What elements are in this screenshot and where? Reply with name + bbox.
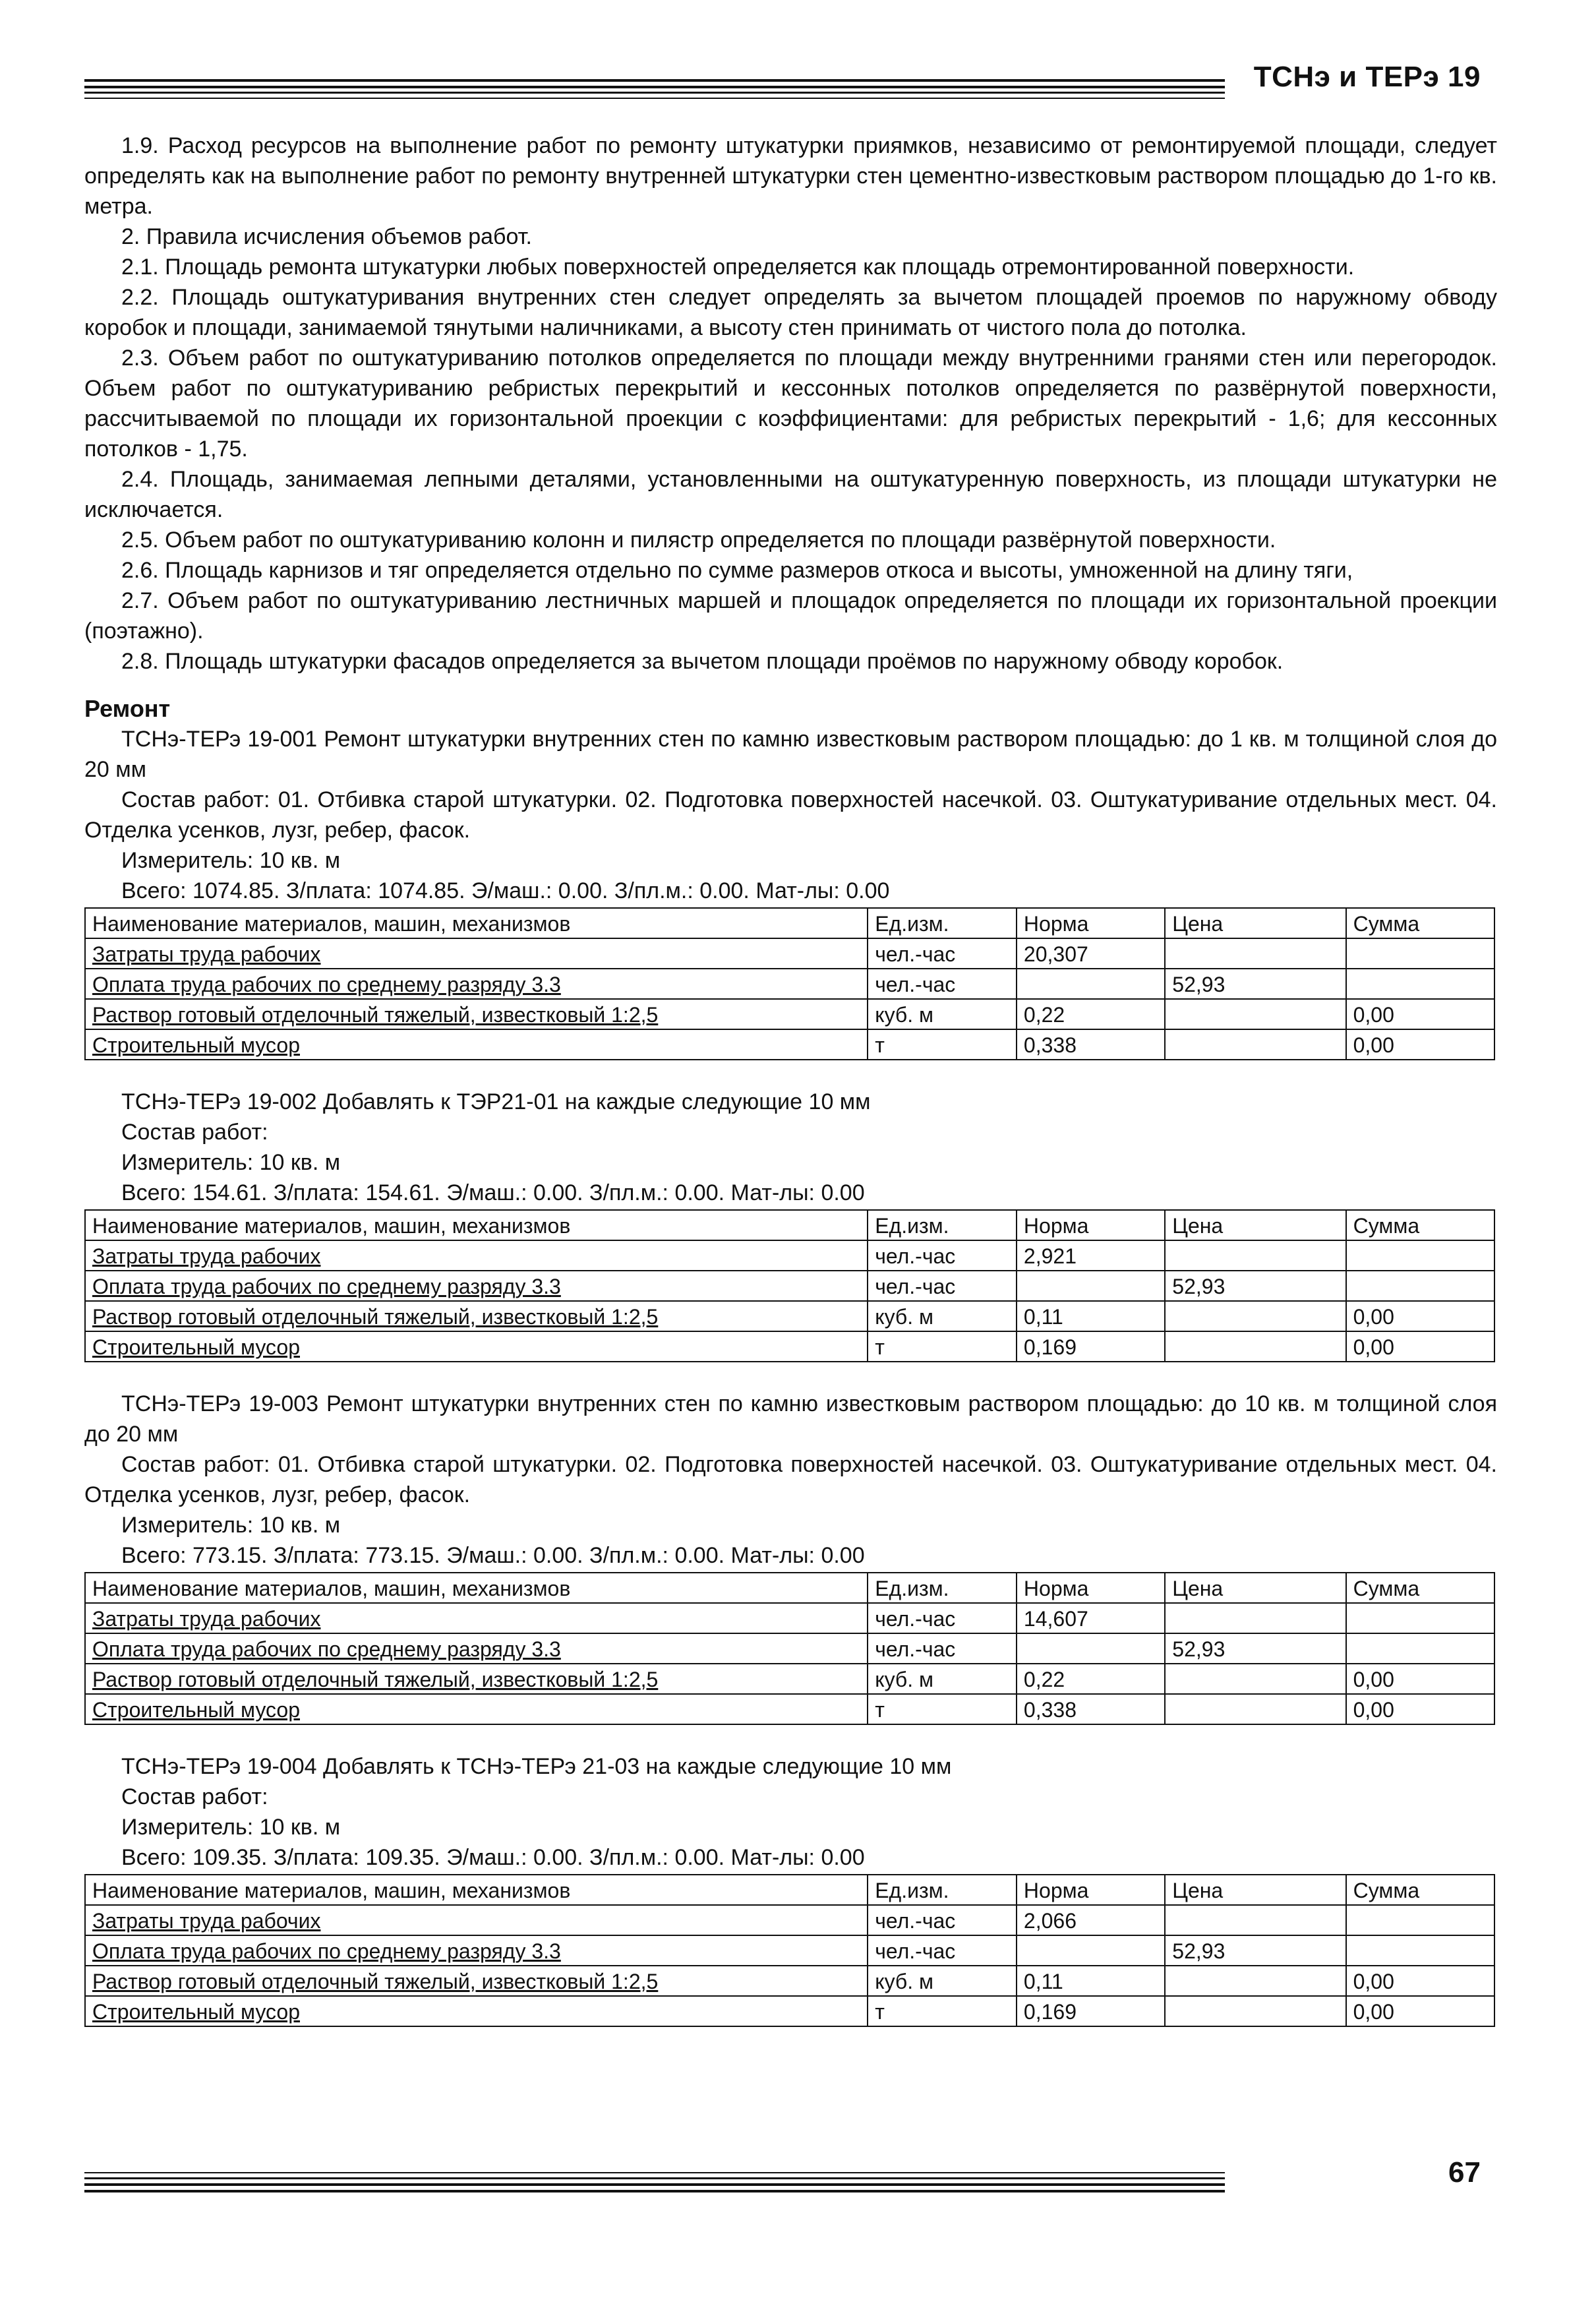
column-header: Норма bbox=[1017, 1875, 1165, 1905]
page-number: 67 bbox=[1448, 2156, 1481, 2189]
table-cell: 0,00 bbox=[1346, 1301, 1494, 1331]
column-header: Норма bbox=[1017, 1210, 1165, 1240]
table-row bbox=[85, 1331, 1494, 1362]
column-header: Цена bbox=[1165, 908, 1345, 938]
rate-composition: Состав работ: 01. Отбивка старой штукатурки. 02. Подготовка поверхностей насечкой. 03. Оштукатуривание отдельных мест. 04. Отделка усенков, лузг, ребер, фасок. bbox=[84, 787, 1497, 843]
column-header: Норма bbox=[1017, 908, 1165, 938]
table-cell: т bbox=[868, 1996, 1017, 2026]
table-cell: 0,00 bbox=[1346, 1996, 1494, 2026]
column-header: Сумма bbox=[1346, 908, 1494, 938]
column-header: Ед.изм. bbox=[868, 1875, 1017, 1905]
page-body bbox=[84, 131, 1497, 2027]
rate-title: ТСНэ-ТЕРэ 19-002 Добавлять к ТЭР21-01 на каждые следующие 10 мм bbox=[121, 1089, 871, 1114]
paragraph: 2.1. Площадь ремонта штукатурки любых поверхностей определяется как площадь отремонтированной поверхности. bbox=[121, 255, 1355, 280]
table-cell bbox=[1165, 999, 1345, 1029]
column-header: Ед.изм. bbox=[868, 1210, 1017, 1240]
table-cell bbox=[1165, 1301, 1345, 1331]
table-cell: Затраты труда рабочих bbox=[85, 938, 868, 969]
rate-meter: Измеритель: 10 кв. м bbox=[121, 848, 341, 873]
table-cell: 0,169 bbox=[1017, 1996, 1165, 2026]
table-cell bbox=[1017, 1271, 1165, 1301]
paragraph: 2.7. Объем работ по оштукатуриванию лестничных маршей и площадок определяется по площади их горизонтальной проекции (поэтажно). bbox=[84, 588, 1497, 644]
table-cell: Строительный мусор bbox=[85, 1029, 868, 1060]
table-cell: 0,11 bbox=[1017, 1301, 1165, 1331]
table-cell: Раствор готовый отделочный тяжелый, известковый 1:2,5 bbox=[85, 1664, 868, 1694]
table-cell bbox=[1017, 1633, 1165, 1664]
resource-table bbox=[84, 1874, 1495, 2027]
table-cell: 52,93 bbox=[1165, 1271, 1345, 1301]
table-row bbox=[85, 999, 1494, 1029]
rate-totals: Всего: 773.15. З/плата: 773.15. Э/маш.: 0.00. З/пл.м.: 0.00. Мат-лы: 0.00 bbox=[121, 1543, 865, 1568]
table-cell: куб. м bbox=[868, 1966, 1017, 1996]
paragraph: 2. Правила исчисления объемов работ. bbox=[121, 224, 532, 249]
rate-composition: Состав работ: 01. Отбивка старой штукатурки. 02. Подготовка поверхностей насечкой. 03. Оштукатуривание отдельных мест. 04. Отделка усенков, лузг, ребер, фасок. bbox=[84, 1452, 1497, 1507]
table-row bbox=[85, 1966, 1494, 1996]
table-row bbox=[85, 938, 1494, 969]
table-cell bbox=[1346, 969, 1494, 999]
table-row bbox=[85, 969, 1494, 999]
rate-totals: Всего: 109.35. З/плата: 109.35. Э/маш.: 0.00. З/пл.м.: 0.00. Мат-лы: 0.00 bbox=[121, 1845, 865, 1870]
rate-item bbox=[84, 1389, 1497, 1725]
table-cell: 0,00 bbox=[1346, 1664, 1494, 1694]
table-header-row bbox=[85, 1573, 1494, 1603]
table-cell: чел.-час bbox=[868, 1240, 1017, 1271]
table-cell: куб. м bbox=[868, 999, 1017, 1029]
column-header: Наименование материалов, машин, механизмов bbox=[85, 1573, 868, 1603]
table-cell bbox=[1165, 1694, 1345, 1724]
table-row bbox=[85, 1271, 1494, 1301]
column-header: Наименование материалов, машин, механизмов bbox=[85, 908, 868, 938]
table-row bbox=[85, 1935, 1494, 1966]
table-cell: Затраты труда рабочих bbox=[85, 1240, 868, 1271]
table-cell: Оплата труда рабочих по среднему разряду 3.3 bbox=[85, 1935, 868, 1966]
table-row bbox=[85, 1240, 1494, 1271]
table-cell bbox=[1165, 1966, 1345, 1996]
rate-item bbox=[84, 1087, 1497, 1362]
table-cell: 0,338 bbox=[1017, 1694, 1165, 1724]
rate-meter: Измеритель: 10 кв. м bbox=[121, 1150, 341, 1175]
table-cell bbox=[1346, 1271, 1494, 1301]
table-cell: Оплата труда рабочих по среднему разряду 3.3 bbox=[85, 1633, 868, 1664]
table-cell bbox=[1346, 1603, 1494, 1633]
header-rule bbox=[84, 74, 1225, 100]
table-row bbox=[85, 1664, 1494, 1694]
table-cell bbox=[1165, 1664, 1345, 1694]
table-cell: 0,00 bbox=[1346, 1331, 1494, 1362]
table-cell: чел.-час bbox=[868, 1603, 1017, 1633]
rate-totals: Всего: 1074.85. З/плата: 1074.85. Э/маш.: 0.00. З/пл.м.: 0.00. Мат-лы: 0.00 bbox=[121, 878, 890, 903]
table-cell: 2,921 bbox=[1017, 1240, 1165, 1271]
rate-meter: Измеритель: 10 кв. м bbox=[121, 1513, 341, 1538]
table-cell bbox=[1165, 1996, 1345, 2026]
table-cell: Строительный мусор bbox=[85, 1996, 868, 2026]
table-cell: куб. м bbox=[868, 1664, 1017, 1694]
paragraph: 2.6. Площадь карнизов и тяг определяется отдельно по сумме размеров откоса и высоты, умноженной на длину тяги, bbox=[121, 558, 1353, 583]
table-cell bbox=[1165, 938, 1345, 969]
resource-table bbox=[84, 1209, 1495, 1362]
table-cell: т bbox=[868, 1331, 1017, 1362]
table-header-row bbox=[85, 1875, 1494, 1905]
table-cell: Раствор готовый отделочный тяжелый, известковый 1:2,5 bbox=[85, 1966, 868, 1996]
table-cell: 52,93 bbox=[1165, 1633, 1345, 1664]
table-cell bbox=[1165, 1029, 1345, 1060]
column-header: Сумма bbox=[1346, 1875, 1494, 1905]
table-cell: т bbox=[868, 1029, 1017, 1060]
table-row bbox=[85, 1603, 1494, 1633]
rate-item bbox=[84, 1751, 1497, 2027]
column-header: Сумма bbox=[1346, 1573, 1494, 1603]
column-header: Цена bbox=[1165, 1573, 1345, 1603]
table-cell: 0,00 bbox=[1346, 999, 1494, 1029]
table-cell bbox=[1346, 1905, 1494, 1935]
table-row bbox=[85, 1633, 1494, 1664]
column-header: Цена bbox=[1165, 1210, 1345, 1240]
table-cell: Оплата труда рабочих по среднему разряду 3.3 bbox=[85, 1271, 868, 1301]
running-header: ТСНэ и ТЕРэ 19 bbox=[1253, 61, 1481, 93]
table-cell: Раствор готовый отделочный тяжелый, известковый 1:2,5 bbox=[85, 1301, 868, 1331]
column-header: Норма bbox=[1017, 1573, 1165, 1603]
rate-item bbox=[84, 724, 1497, 1060]
table-cell: 0,00 bbox=[1346, 1694, 1494, 1724]
table-cell bbox=[1165, 1331, 1345, 1362]
table-cell: Затраты труда рабочих bbox=[85, 1603, 868, 1633]
table-cell: т bbox=[868, 1694, 1017, 1724]
table-cell: 0,169 bbox=[1017, 1331, 1165, 1362]
table-cell: 0,22 bbox=[1017, 999, 1165, 1029]
rate-meter: Измеритель: 10 кв. м bbox=[121, 1815, 341, 1840]
table-cell: чел.-час bbox=[868, 1935, 1017, 1966]
section-title: Ремонт bbox=[84, 695, 171, 722]
footer-rule bbox=[84, 2169, 1225, 2196]
table-cell: чел.-час bbox=[868, 1905, 1017, 1935]
paragraph: 2.2. Площадь оштукатуривания внутренних стен следует определять за вычетом площадей проемов по наружному обводу коробок и площади, занимаемой тянутыми наличниками, а высоту стен принимать от чистого пола до потолка. bbox=[84, 285, 1497, 340]
table-cell: 2,066 bbox=[1017, 1905, 1165, 1935]
table-cell: чел.-час bbox=[868, 1633, 1017, 1664]
table-cell: 14,607 bbox=[1017, 1603, 1165, 1633]
table-cell bbox=[1346, 1935, 1494, 1966]
resource-table bbox=[84, 1572, 1495, 1725]
table-cell bbox=[1346, 938, 1494, 969]
table-cell: 0,338 bbox=[1017, 1029, 1165, 1060]
paragraph: 2.5. Объем работ по оштукатуриванию колонн и пилястр определяется по площади развёрнутой поверхности. bbox=[121, 528, 1276, 553]
table-cell: Затраты труда рабочих bbox=[85, 1905, 868, 1935]
table-cell: куб. м bbox=[868, 1301, 1017, 1331]
table-cell: 52,93 bbox=[1165, 969, 1345, 999]
table-cell: 0,00 bbox=[1346, 1966, 1494, 1996]
rate-totals: Всего: 154.61. З/плата: 154.61. Э/маш.: 0.00. З/пл.м.: 0.00. Мат-лы: 0.00 bbox=[121, 1180, 865, 1205]
paragraph: 2.3. Объем работ по оштукатуриванию потолков определяется по площади между внутренними гранями стен или перегородок. Объем работ по оштукатуриванию ребристых перекрытий и кессонных потолков определяется по развёрнутой поверхности, рассчитываемой по площади их горизонтальной проекции с коэффициентами: для ребристых перекрытий - 1,6; для кессонных потолков - 1,75. bbox=[84, 346, 1497, 462]
table-header-row bbox=[85, 908, 1494, 938]
table-row bbox=[85, 1996, 1494, 2026]
rate-composition: Состав работ: bbox=[121, 1784, 268, 1809]
table-cell: чел.-час bbox=[868, 938, 1017, 969]
table-cell bbox=[1165, 1603, 1345, 1633]
table-cell: 0,11 bbox=[1017, 1966, 1165, 1996]
rate-composition: Состав работ: bbox=[121, 1120, 268, 1145]
table-cell: 0,00 bbox=[1346, 1029, 1494, 1060]
paragraph: 1.9. Расход ресурсов на выполнение работ по ремонту штукатурки приямков, независимо от ремонтируемой площади, следует определять как на выполнение работ по ремонту внутренней штукатурки стен цементно-известковым раствором площадью до 1-го кв. метра. bbox=[84, 133, 1497, 219]
table-cell: Строительный мусор bbox=[85, 1694, 868, 1724]
table-cell bbox=[1017, 1935, 1165, 1966]
table-cell: чел.-час bbox=[868, 1271, 1017, 1301]
column-header: Ед.изм. bbox=[868, 1573, 1017, 1603]
resource-table bbox=[84, 907, 1495, 1060]
table-cell bbox=[1346, 1240, 1494, 1271]
table-cell: Раствор готовый отделочный тяжелый, известковый 1:2,5 bbox=[85, 999, 868, 1029]
column-header: Цена bbox=[1165, 1875, 1345, 1905]
table-cell bbox=[1346, 1633, 1494, 1664]
column-header: Наименование материалов, машин, механизмов bbox=[85, 1210, 868, 1240]
table-cell bbox=[1165, 1905, 1345, 1935]
table-cell bbox=[1017, 969, 1165, 999]
paragraph: 2.8. Площадь штукатурки фасадов определяется за вычетом площади проёмов по наружному обводу коробок. bbox=[121, 649, 1284, 674]
table-cell: 0,22 bbox=[1017, 1664, 1165, 1694]
column-header: Ед.изм. bbox=[868, 908, 1017, 938]
intro-rules bbox=[84, 131, 1497, 677]
table-row bbox=[85, 1301, 1494, 1331]
table-header-row bbox=[85, 1210, 1494, 1240]
table-cell bbox=[1165, 1240, 1345, 1271]
table-cell: 52,93 bbox=[1165, 1935, 1345, 1966]
table-cell: чел.-час bbox=[868, 969, 1017, 999]
table-row bbox=[85, 1029, 1494, 1060]
rate-title: ТСНэ-ТЕРэ 19-003 Ремонт штукатурки внутренних стен по камню известковым раствором площадью: до 10 кв. м толщиной слоя до 20 мм bbox=[84, 1391, 1497, 1447]
table-row bbox=[85, 1694, 1494, 1724]
rate-title: ТСНэ-ТЕРэ 19-001 Ремонт штукатурки внутренних стен по камню известковым раствором площадью: до 1 кв. м толщиной слоя до 20 мм bbox=[84, 727, 1497, 782]
column-header: Сумма bbox=[1346, 1210, 1494, 1240]
table-cell: 20,307 bbox=[1017, 938, 1165, 969]
rate-title: ТСНэ-ТЕРэ 19-004 Добавлять к ТСНэ-ТЕРэ 21-03 на каждые следующие 10 мм bbox=[121, 1754, 952, 1779]
column-header: Наименование материалов, машин, механизмов bbox=[85, 1875, 868, 1905]
table-cell: Оплата труда рабочих по среднему разряду 3.3 bbox=[85, 969, 868, 999]
paragraph: 2.4. Площадь, занимаемая лепными деталями, установленными на оштукатуренную поверхность, из площади штукатурки не исключается. bbox=[84, 467, 1497, 522]
table-cell: Строительный мусор bbox=[85, 1331, 868, 1362]
table-row bbox=[85, 1905, 1494, 1935]
